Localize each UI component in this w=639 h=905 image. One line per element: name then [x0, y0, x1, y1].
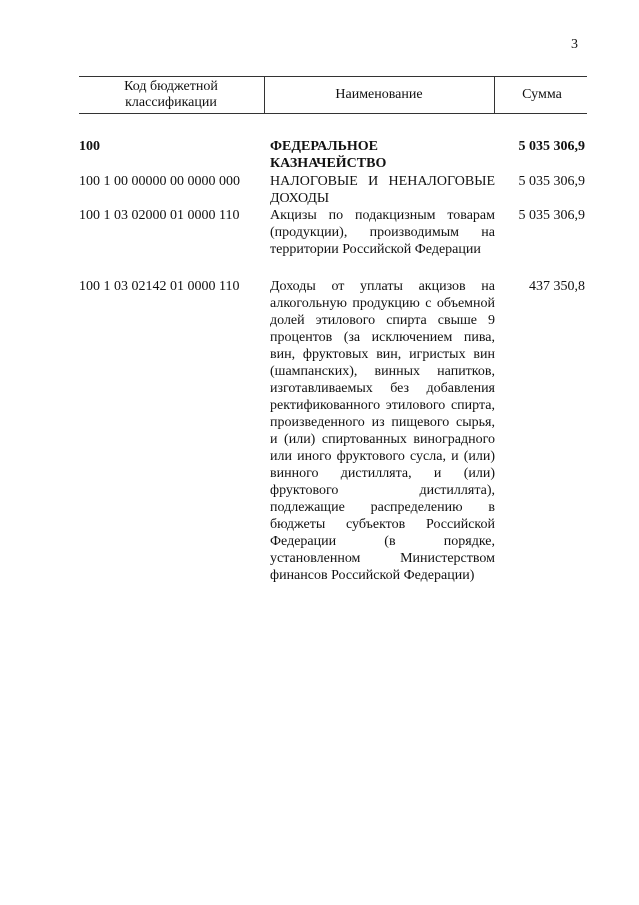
table-row: [79, 173, 587, 207]
page-number: 3: [571, 37, 578, 52]
row-code: 100 1 00 00000 00 0000 000: [79, 174, 240, 189]
row-sum: 5 035 306,9: [518, 139, 585, 154]
row-name: Доходы от уплаты акцизов на алкогольную продукцию с объемной долей этилового спирта свыше 9 процентов (за исключением пива, вин, фруктовых вин, игристых вин (шампанских), винных напитков, изготавливаемых без добавления ректификованного этилового спирта, произведенного из пищевого сырья, и (или) спиртованных виноградного или иного фруктового сусла, и (или) винного дистиллята, и (или) фруктового дистиллята), подлежащие распределению в бюджеты субъектов Российской Федерации (в порядке, установленном Министерством финансов Российской Федерации): [270, 279, 495, 583]
row-sum: 5 035 306,9: [518, 208, 585, 223]
row-name: ФЕДЕРАЛЬНОЕ КАЗНАЧЕЙСТВО: [270, 139, 387, 171]
header-code: Код бюджетной классификации: [124, 79, 218, 110]
row-name: НАЛОГОВЫЕ И НЕНАЛОГОВЫЕ ДОХОДЫ: [270, 174, 495, 206]
row-name: Акцизы по подакцизным товарам (продукции), производимым на территории Российской Федерации: [270, 208, 495, 257]
row-code: 100 1 03 02000 01 0000 110: [79, 208, 240, 223]
header-name: Наименование: [335, 87, 423, 102]
row-code: 100: [79, 139, 100, 154]
row-sum: 437 350,8: [529, 279, 585, 294]
row-sum: 5 035 306,9: [518, 174, 585, 189]
header-divider: [494, 77, 495, 113]
row-code: 100 1 03 02142 01 0000 110: [79, 279, 240, 294]
table-row: [79, 278, 587, 584]
table-row: [79, 138, 587, 173]
header-sum: Сумма: [522, 87, 562, 102]
table-body: [79, 138, 587, 584]
table-header: [79, 76, 587, 114]
table-row: [79, 207, 587, 278]
